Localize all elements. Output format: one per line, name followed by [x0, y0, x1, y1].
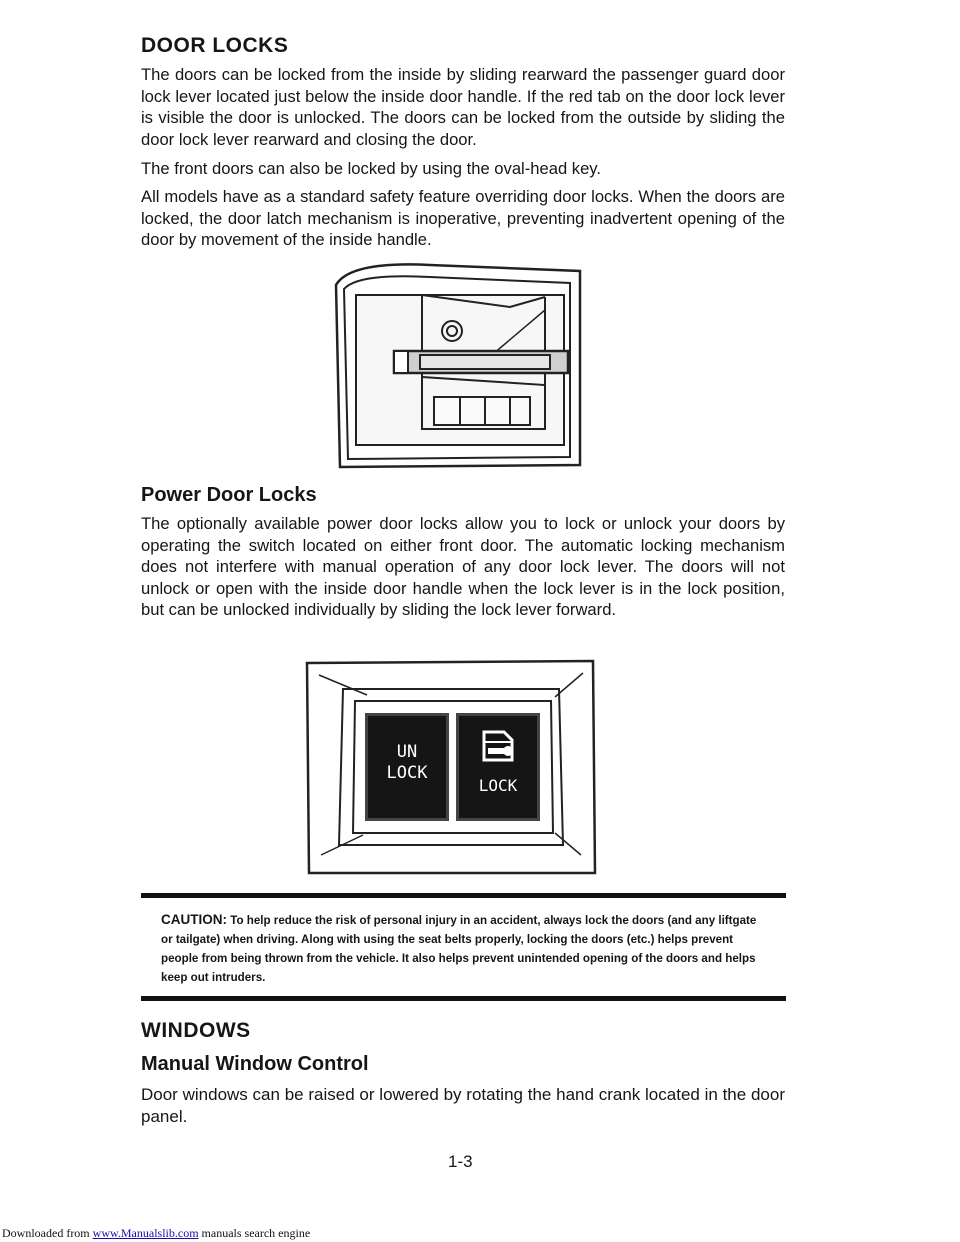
unlock-switch[interactable] — [365, 713, 449, 821]
lock-switch[interactable] — [456, 713, 540, 821]
power-lock-switch-illustration — [303, 655, 599, 877]
caution-label: CAUTION: — [161, 912, 227, 927]
windows-paragraph: Door windows can be raised or lowered by rotating the hand crank located in the door panel. — [141, 1085, 785, 1126]
caution-text: To help reduce the risk of personal injury in an accident, always lock the doors (and any liftgate or tailgate) when driving. Along with using the seat belts properly, locking the doors (etc.) helps prevent people from being thrown from the vehicle. It also helps prevent unintended opening of the doors and helps keep out intruders. — [161, 914, 757, 984]
door-key-icon — [478, 726, 518, 766]
windows-heading: WINDOWS — [141, 1019, 251, 1042]
footer-suffix: manuals search engine — [198, 1226, 311, 1240]
power-door-locks-heading: Power Door Locks — [141, 484, 317, 506]
caution-box — [161, 910, 771, 987]
door-handle-illustration — [330, 255, 590, 475]
caution-top-rule — [141, 893, 786, 898]
footer-prefix: Downloaded from — [2, 1226, 93, 1240]
caution-bottom-rule — [141, 996, 786, 1001]
download-footer — [2, 1226, 310, 1241]
door-locks-heading: DOOR LOCKS — [141, 34, 289, 57]
lock-label: LOCK — [478, 776, 518, 795]
door-locks-paragraph-1: The doors can be locked from the inside by sliding rearward the passenger guard door lock lever located just below the inside door handle. If the red tab on the door lock lever is visible the door is unlocked. The doors can be locked from the outside by sliding the door lock lever rearward and closing the door. — [141, 65, 785, 149]
door-locks-paragraph-2: The front doors can also be locked by using the oval-head key. — [141, 159, 601, 178]
page-number: 1-3 — [448, 1152, 473, 1171]
unlock-label-line1: UN — [396, 742, 418, 762]
power-door-locks-paragraph: The optionally available power door locks allow you to lock or unlock your doors by operating the switch located on either front door. The automatic locking mechanism does not interfere with manual operation of any door lock lever. The doors will not unlock or open with the inside door handle when the lock lever is in the lock position, but can be unlocked individually by sliding the lock lever forward. — [141, 514, 785, 619]
door-locks-paragraph-3: All models have as a standard safety feature overriding door locks. When the doors are locked, the door latch mechanism is inoperative, preventing inadvertent opening of the door by movement of the inside handle. — [141, 187, 785, 249]
manualslib-link[interactable]: www.Manualslib.com — [92, 1226, 199, 1240]
unlock-label-line2: LOCK — [386, 763, 428, 783]
manual-window-control-heading: Manual Window Control — [141, 1053, 369, 1075]
